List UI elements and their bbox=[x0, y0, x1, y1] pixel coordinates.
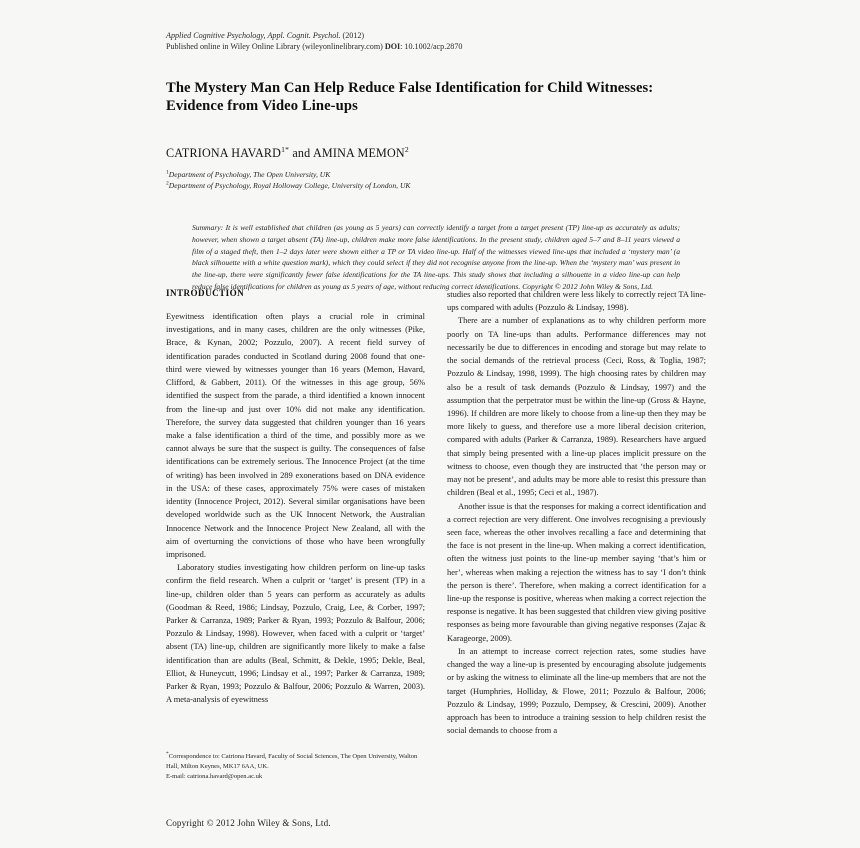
author-first-marker: 1* bbox=[281, 144, 290, 154]
author-second: AMINA MEMON bbox=[312, 145, 405, 160]
body-columns bbox=[166, 288, 706, 828]
journal-year: (2012) bbox=[340, 31, 365, 40]
affiliation-2 bbox=[166, 181, 706, 192]
author-first: CATRIONA HAVARD bbox=[166, 145, 282, 160]
paragraph: In an attempt to increase correct rejection rates, some studies have changed the way a line-up is presented by encouraging absolute judgements or by asking the witness to eliminate all the line-up members that are not the target (Humphries, Holliday, & Flowe, 2011; Pozzulo & Balfour, 2006; Pozzulo & Lindsay, 1999; Pozzulo, Dempsey, & Crescini, 2009). Another approach has been to introduce a training session to help children resist the social demands to choose from a bbox=[447, 645, 706, 736]
author-conjunction: and bbox=[289, 145, 313, 160]
paragraph: There are a number of explanations as to why children perform more poorly on TA line-ups than adults. Performance differences may not necessarily be due to differences in encoding and storage but may relate to the social demands of the retrieval process (Ceci, Ross, & Toglia, 1987; Pozzulo & Lindsay, 1998, 1999). The high choosing rates by children may also be a result of task demands (Pozzulo & Lindsay, 1997) and the assumption that the perpetrator must be within the line-up (Gross & Hayne, 1996). If children are more likely to choose from a line-up then they may be more likely to guess, and therefore use a more liberal decision criterion, compared with adults (Parker & Carranza, 1989). Researchers have argued that simply being presented with a line-up places implicit pressure on the witness to choose, even though they are instructed that ‘the person may or may not be present’, and adults may be more able to resist this pressure than children (Beal et al., 1995; Ceci et al., 1987). bbox=[447, 315, 706, 498]
paragraph: Laboratory studies investigating how children perform on line-up tasks confirm the field research. When a culprit or ‘target’ is present (TP) in a line-up, children older than 5 years can perform as accurately as adults (Goodman & Reed, 1986; Lindsay, Pozzulo, Craig, Lee, & Corber, 1997; Parker & Carranza, 1989; Parker & Ryan, 1993; Pozzulo & Balfour, 2006; Pozzulo & Lindsay, 1998). However, when faced with a culprit or ‘target’ absent (TA) line-up, children are significantly more likely to make a false identification than are adults (Beal, Schmitt, & Dekle, 1995; Dekle, Beal, Elliot, & Huneycutt, 1996; Lindsay et al., 1997; Parker & Carranza, 1989; Parker & Ryan, 1993; Pozzulo & Balfour, 2006; Pozzulo & Warren, 2003). A meta-analysis of eyewitness bbox=[166, 562, 425, 705]
journal-name: Applied Cognitive Psychology, Appl. Cognit. Psychol. bbox=[166, 31, 341, 40]
page-title: The Mystery Man Can Help Reduce False Identification for Child Witnesses: Evidence from Video Line-ups bbox=[166, 79, 654, 115]
author-line bbox=[166, 146, 706, 162]
author-second-marker: 2 bbox=[404, 144, 409, 154]
paragraph: studies also reported that children were less likely to correctly reject TA line-ups compared with adults (Pozzulo & Lindsay, 1998). bbox=[447, 289, 706, 313]
correspondence-footnote bbox=[166, 752, 425, 781]
journal-header bbox=[166, 30, 706, 53]
footnote-email[interactable]: E-mail: catriona.havard@open.ac.uk bbox=[166, 772, 263, 780]
doi-label: DOI bbox=[384, 42, 401, 52]
journal-online-line bbox=[166, 41, 706, 52]
paragraph: Another issue is that the responses for making a correct identification and a correct rejection are very different. One involves recognising a previously seen face, whereas the other involves recalling a face and determining that the face is not present in the line-up. When making a correct identification, often the witness just points to the line-up member saying ‘that’s him or her’, whereas when making a rejection the witness has to say ‘I don’t think the person is there’. Therefore, when making a correct identification for a line-up the response is positive, whereas when making a correct rejection the response is negative. It has been suggested that children view giving positive responses as being more favourable than giving negative responses (Zajac & Karageorge, 2009). bbox=[447, 500, 706, 643]
column-right bbox=[447, 288, 706, 737]
section-heading-introduction: INTRODUCTION bbox=[166, 288, 245, 298]
affiliation-2-marker: 2 bbox=[166, 180, 169, 187]
journal-citation-line bbox=[166, 30, 706, 41]
summary-label: Summary: bbox=[192, 223, 224, 232]
affiliations bbox=[166, 170, 706, 192]
paragraph: Eyewitness identification often plays a crucial role in criminal investigations, and in many cases, children are the only witnesses (Pike, Brace, & Kynan, 2002; Pozzulo, 2007). A recent field survey of identification parades conducted in Scotland during 2008 found that one-third were viewed by witnesses younger than 16 years (Memon, Havard, Clifford, & Gabbert, 2011). Of the witnesses in this age group, 56% identified the suspect from the parade, a third identified a known innocent from the line-up and just over 10% did not make any identification. Therefore, the survey data suggested that children younger than 16 years make a false identification a third of the time, and possibly more as we cannot always be sure that the suspect is guilty. The consequences of false identifications can be extremely serious. The Innocence Project (at the time of writing) has been involved in 289 exonerations based on DNA evidence in the USA: of these cases, approximately 75% were cases of mistaken identity (Innocence Project, 2012). Several similar organisations have been developed worldwide such as the UK Innocent Network, the Australian Innocence Network and the Innocence Project New Zealand, all with the aim of overturning the convictions of those who have been wrongfully imprisoned. bbox=[166, 311, 425, 559]
published-online-text: Published online in Wiley Online Library (wileyonlinelibrary.com) bbox=[166, 42, 385, 52]
doi-value[interactable]: : 10.1002/acp.2870 bbox=[400, 42, 463, 52]
affiliation-1 bbox=[166, 170, 706, 181]
summary-text: It is well established that children (as young as 5 years) can correctly identify a target from a target present (TP) line-up as accurately as adults; however, when shown a target absent (TA) line-up, children make more false identifications. In the present study, children aged 5–7 and 8–11 years viewed a film of a staged theft, then 1–2 days later were shown either a TP or TA video line-up. Half of the witnesses viewed line-ups that included a ‘mystery man’ (a black silhouette with a white question mark), which they could select if they did not recognise anyone from the line-up. When the ‘mystery man’ was present in the line-up, there were significantly fewer false identifications for the TA line-ups. This study shows that including a silhouette in a video line-up can help reduce false identifications for children as young as 5 years of age, without reducing correct identifications. Copyright © 2012 John Wiley & Sons, Ltd. bbox=[192, 223, 680, 291]
column-left bbox=[166, 288, 425, 707]
copyright-line: Copyright © 2012 John Wiley & Sons, Ltd. bbox=[166, 818, 331, 828]
affiliation-1-text: Department of Psychology, The Open University, UK bbox=[168, 170, 331, 180]
affiliation-2-text: Department of Psychology, Royal Holloway College, University of London, UK bbox=[168, 181, 411, 191]
page-head-block bbox=[166, 30, 706, 293]
footnote-marker: * bbox=[166, 750, 169, 757]
affiliation-1-marker: 1 bbox=[166, 169, 169, 176]
footnote-address: Correspondence to: Catriona Havard, Faculty of Social Sciences, The Open University, Walton Hall, Milton Keynes, MK17 6AA, UK. bbox=[166, 753, 418, 770]
abstract-summary bbox=[192, 222, 680, 293]
